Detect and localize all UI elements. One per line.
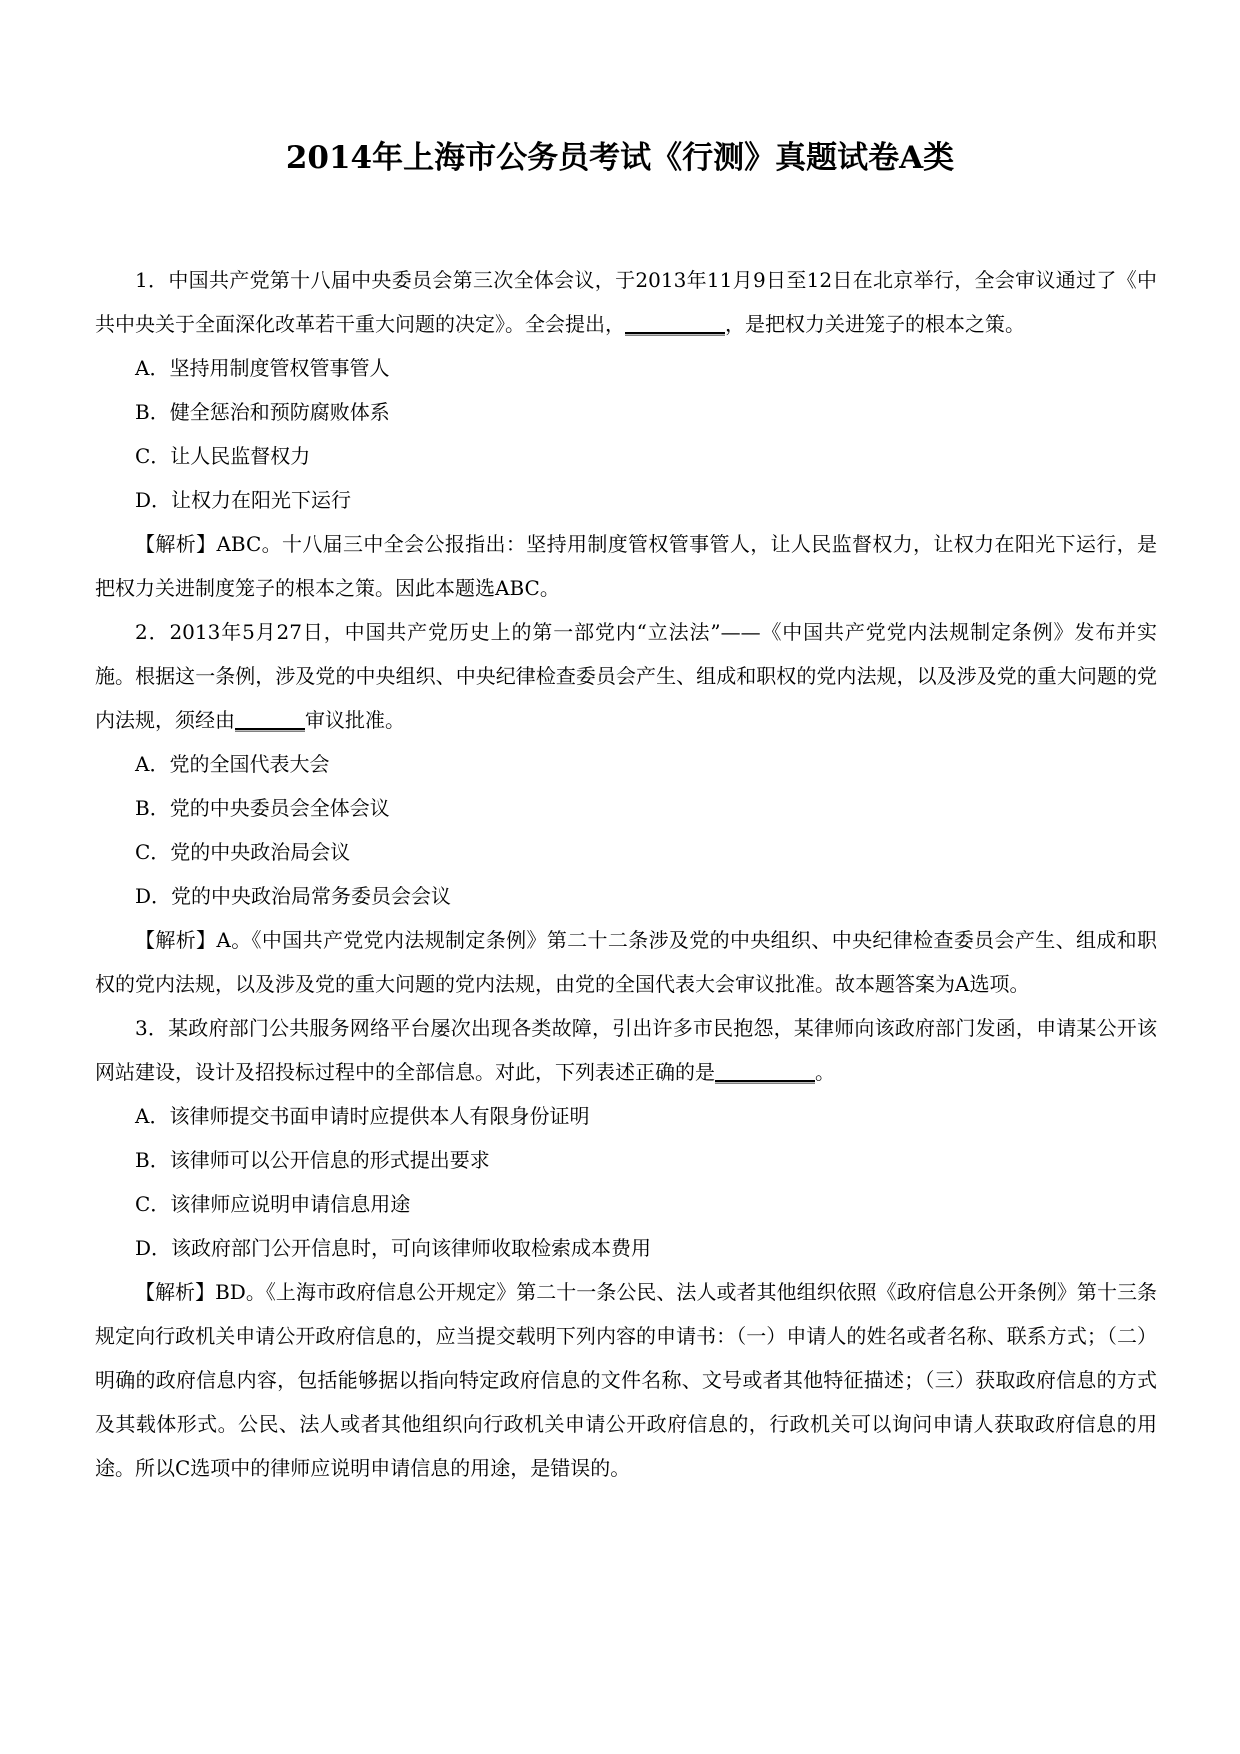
stem-text: 1．中国共产党第十八届中央委员会第三次全体会议，于2013年11月9日至12日在北京举行，全会审议通过了《中共中央关于全面深化改革若干重大问题的决定》。全会提出，	[95, 268, 1157, 336]
option-c: C．党的中央政治局会议	[135, 840, 351, 864]
option-d: D．该政府部门公开信息时，可向该律师收取检索成本费用	[135, 1236, 652, 1260]
question-list	[95, 258, 1157, 1490]
option-d: D．让权力在阳光下运行	[135, 488, 352, 512]
question-stem	[95, 1006, 1157, 1094]
question-3	[95, 1006, 1157, 1490]
question-2	[95, 610, 1157, 1006]
option-d: D．党的中央政治局常务委员会会议	[135, 884, 452, 908]
answer-blank: __________	[625, 312, 725, 336]
question-1	[95, 258, 1157, 610]
analysis-text: A。《中国共产党党内法规制定条例》第二十二条涉及党的中央组织、中央纪律检查委员会产生、组成和职权的党内法规，以及涉及党的重大问题的党内法规，由党的全国代表大会审议批准。故本题答案为A选项。	[95, 928, 1157, 996]
stem-text: 3．某政府部门公共服务网络平台屡次出现各类故障，引出许多市民抱怨，某律师向该政府部门发函，申请某公开该网站建设，设计及招投标过程中的全部信息。对此，下列表述正确的是	[95, 1016, 1157, 1084]
option-b: B．健全惩治和预防腐败体系	[135, 400, 390, 424]
option-c: C．让人民监督权力	[135, 444, 311, 468]
analysis	[95, 1270, 1157, 1490]
answer-blank: _______	[235, 708, 305, 732]
page-title: 2014年上海市公务员考试《行测》真题试卷A类	[285, 140, 955, 176]
analysis-text: ABC。十八届三中全会公报指出：坚持用制度管权管事管人，让人民监督权力，让权力在阳光下运行，是把权力关进制度笼子的根本之策。因此本题选ABC。	[95, 532, 1157, 600]
stem-text: 。	[815, 1060, 835, 1084]
analysis-tag: 【解析】	[135, 928, 217, 952]
question-stem	[95, 258, 1157, 346]
answer-blank: __________	[715, 1060, 815, 1084]
question-stem	[95, 610, 1157, 742]
analysis-text: BD。《上海市政府信息公开规定》第二十一条公民、法人或者其他组织依照《政府信息公开条例》第十三条规定向行政机关申请公开政府信息的，应当提交载明下列内容的申请书：（一）申请人的姓名或者名称、联系方式；（二）明确的政府信息内容，包括能够据以指向特定政府信息的文件名称、文号或者其他特征描述；（三）获取政府信息的方式及其载体形式。公民、法人或者其他组织向行政机关申请公开政府信息的，行政机关可以询问申请人获取政府信息的用途。所以C选项中的律师应说明申请信息的用途，是错误的。	[95, 1280, 1158, 1480]
option-a: A．该律师提交书面申请时应提供本人有限身份证明	[135, 1104, 590, 1128]
stem-text: ，是把权力关进笼子的根本之策。	[725, 312, 1025, 336]
option-a: A．坚持用制度管权管事管人	[135, 356, 390, 380]
option-c: C．该律师应说明申请信息用途	[135, 1192, 411, 1216]
option-a: A．党的全国代表大会	[135, 752, 330, 776]
stem-text: 2．2013年5月27日，中国共产党历史上的第一部党内“立法法”——《中国共产党党内法规制定条例》发布并实施。根据这一条例，涉及党的中央组织、中央纪律检查委员会产生、组成和职权的党内法规，以及涉及党的重大问题的党内法规，须经由	[95, 620, 1157, 732]
analysis	[95, 522, 1157, 610]
option-b: B．党的中央委员会全体会议	[135, 796, 390, 820]
analysis	[95, 918, 1157, 1006]
stem-text: 审议批准。	[305, 708, 405, 732]
analysis-tag: 【解析】	[135, 532, 217, 556]
analysis-tag: 【解析】	[135, 1280, 216, 1304]
option-b: B．该律师可以公开信息的形式提出要求	[135, 1148, 490, 1172]
